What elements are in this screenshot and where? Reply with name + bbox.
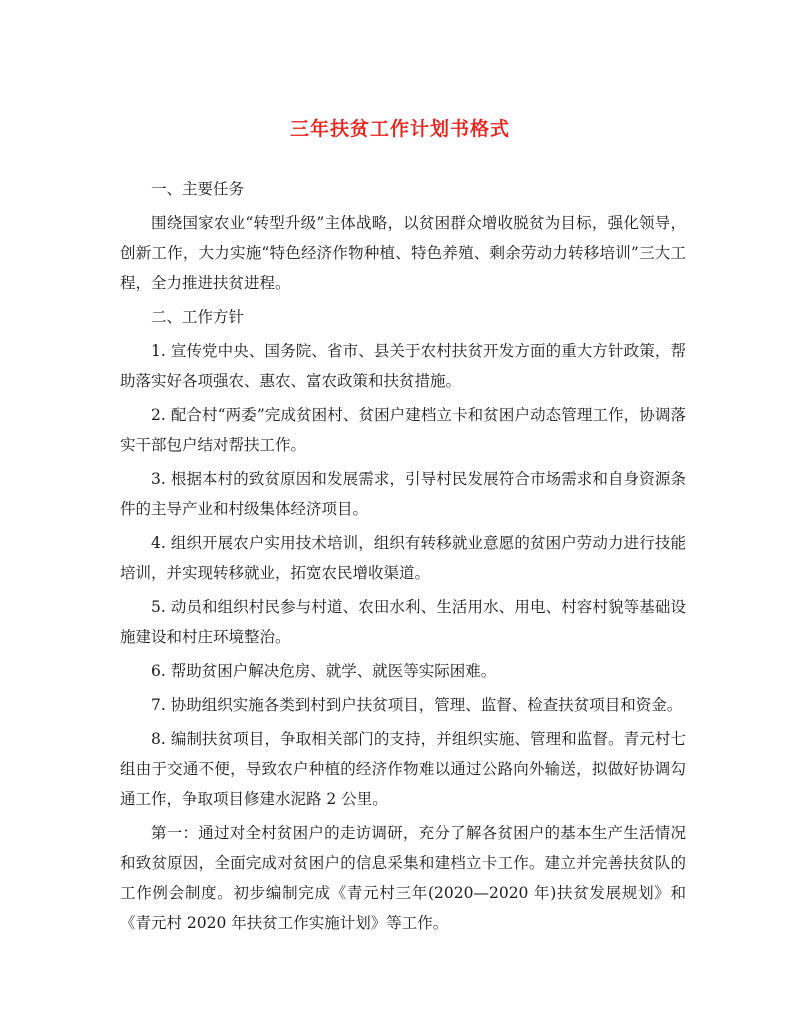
document-body bbox=[120, 174, 686, 942]
list-item-3: 3. 根据本村的致贫原因和发展需求，引导村民发展符合市场需求和自身资源条件的主导产业和村级集体经济项目。 bbox=[120, 470, 686, 518]
section-heading-work-guidelines: 二、工作方针 bbox=[151, 308, 245, 326]
list-item-1: 1. 宣传党中央、国务院、省市、县关于农村扶贫开发方面的重大方针政策，帮助落实好各项强农、惠农、富农政策和扶贫措施。 bbox=[120, 342, 686, 390]
paragraph-first-step: 第一：通过对全村贫困户的走访调研，充分了解各贫困户的基本生产生活情况和致贫原因，全面完成对贫困户的信息采集和建档立卡工作。建立并完善扶贫队的工作例会制度。初步编制完成《青元村三年(2020—2020 年)扶贫发展规划》和《青元村 2020 年扶贫工作实施计划》等工作。 bbox=[120, 824, 686, 932]
list-item-6: 6. 帮助贫困户解决危房、就学、就医等实际困难。 bbox=[151, 662, 497, 680]
section-heading-main-tasks: 一、主要任务 bbox=[151, 180, 245, 198]
list-item-2: 2. 配合村“两委”完成贫困村、贫困户建档立卡和贫困户动态管理工作，协调落实干部包户结对帮扶工作。 bbox=[120, 406, 686, 454]
list-item-5: 5. 动员和组织村民参与村道、农田水利、生活用水、用电、村容村貌等基础设施建设和村庄环境整治。 bbox=[120, 598, 686, 646]
paragraph-main-tasks: 围绕国家农业“转型升级”主体战略，以贫困群众增收脱贫为目标，强化领导，创新工作，大力实施“特色经济作物种植、特色养殖、剩余劳动力转移培训”三大工程，全力推进扶贫进程。 bbox=[120, 214, 686, 292]
list-item-7: 7. 协助组织实施各类到村到户扶贫项目，管理、监督、检查扶贫项目和资金。 bbox=[151, 696, 683, 714]
list-item-8: 8. 编制扶贫项目，争取相关部门的支持，并组织实施、管理和监督。青元村七组由于交通不便，导致农户种植的经济作物难以通过公路向外输送，拟做好协调勾通工作，争取项目修建水泥路 2 公里。 bbox=[120, 730, 686, 808]
document-title: 三年扶贫工作计划书格式 bbox=[289, 118, 510, 140]
list-item-4: 4. 组织开展农户实用技术培训，组织有转移就业意愿的贫困户劳动力进行技能培训，并实现转移就业，拓宽农民增收渠道。 bbox=[120, 534, 686, 582]
